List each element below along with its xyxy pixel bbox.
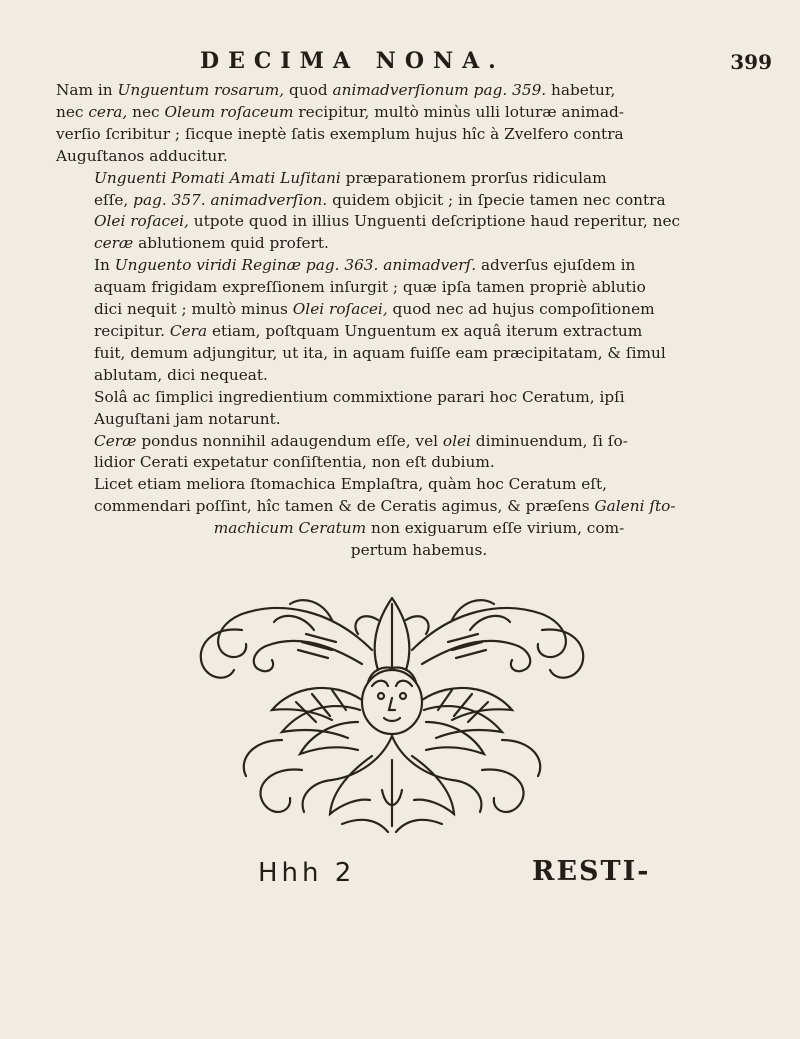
text-run: ablutionem quid profert. [133, 234, 329, 253]
text-run: quod [284, 81, 333, 99]
text-line [56, 102, 782, 124]
italic-text-run: Unguenti Pomati Amati Luſitani [94, 168, 341, 187]
text-run: fuit, demum adjungitur, ut ita, in aquam fuiſſe eam præcipitatam, & ſimul [94, 343, 666, 362]
italic-text-run: Ceræ [94, 431, 137, 450]
italic-text-run: Cera [169, 321, 208, 340]
text-run: eſſe, [94, 190, 134, 209]
paragraph [56, 518, 782, 562]
italic-text-run: ceræ [94, 234, 134, 253]
page-number: 399 [730, 50, 772, 74]
catchword: RESTI- [532, 856, 651, 887]
text-line [56, 518, 782, 540]
italic-text-run: olei [442, 431, 471, 450]
italic-text-run: Oleum roſaceum [164, 102, 294, 121]
paragraph [56, 80, 782, 168]
paragraph [56, 168, 782, 256]
text-line [56, 365, 782, 387]
text-line [56, 168, 782, 190]
text-line [56, 277, 782, 299]
text-line [56, 80, 782, 102]
text-run: nec [127, 102, 165, 121]
running-head: DECIMA NONA. [200, 48, 505, 74]
text-line [56, 211, 782, 233]
page-header [0, 48, 800, 82]
text-run: utpote quod in illius Unguenti deſcriptione haud reperitur, nec [188, 212, 681, 231]
text-run: aquam frigidam expreſſionem inſurgit ; quæ ipſa tamen propriè ablutio [94, 278, 646, 297]
text-run: Auguſtani jam notarunt. [94, 409, 281, 428]
ornament-drawing [182, 590, 602, 840]
text-run: quod nec ad hujus compoſitionem [387, 300, 655, 319]
text-run: Solâ ac ſimplici ingredientium commixtione parari hoc Ceratum, ipſi [94, 387, 625, 406]
italic-text-run: machicum Ceratum [213, 519, 367, 538]
paragraph [56, 431, 782, 475]
text-run: nec [56, 102, 89, 121]
text-run: Nam in [56, 81, 118, 99]
italic-text-run: Galeni ſto- [594, 497, 676, 516]
text-run: dici nequit ; multò minus [94, 300, 293, 319]
text-line [56, 496, 782, 518]
text-run: etiam, poſtquam Unguentum ex aquâ iterum extractum [207, 321, 643, 340]
text-run: diminuendum, ſi ſo- [470, 431, 628, 450]
paragraph [56, 474, 782, 518]
text-line [56, 190, 782, 212]
italic-text-run: pag. 357. animadverſion. [133, 190, 328, 209]
text-run: commendari poſſint, hîc tamen & de Ceratis agimus, & præſens [94, 497, 595, 516]
text-line [56, 474, 782, 496]
text-run: adverſus ejuſdem in [476, 256, 636, 275]
page-footer [0, 858, 800, 898]
text-line [56, 124, 782, 146]
body-text [56, 80, 782, 562]
text-line [56, 321, 782, 343]
text-line [56, 343, 782, 365]
text-run: pertum habemus. [350, 541, 488, 560]
text-run: Licet etiam meliora ſtomachica Emplaſtra, quàm hoc Ceratum eſt, [94, 475, 607, 494]
text-line [56, 540, 782, 562]
text-line [56, 387, 782, 409]
text-line [56, 233, 782, 255]
text-run: recipitur, multò minùs ulli loturæ animad- [293, 102, 624, 121]
italic-text-run: Unguentum rosarum, [117, 81, 285, 99]
paragraph [56, 387, 782, 431]
text-run: quidem objicit ; in ſpecie tamen nec contra [327, 190, 666, 209]
italic-text-run: animadverſionum pag. 359. [332, 81, 547, 99]
italic-text-run: Olei roſacei, [94, 212, 189, 231]
italic-text-run: Unguento viridi Reginæ pag. 363. animadverſ. [114, 256, 477, 275]
signature-mark: Hhh 2 [258, 858, 356, 888]
text-line [56, 452, 782, 474]
text-run: lidior Cerati expetatur conſiſtentia, non eſt dubium. [94, 453, 495, 472]
text-run: habetur, [546, 81, 616, 99]
text-line [56, 146, 782, 168]
text-line [56, 409, 782, 431]
cherub-head-ornament-icon [182, 590, 602, 840]
paragraph [56, 255, 782, 386]
text-run: In [94, 256, 115, 275]
italic-text-run: Olei roſacei, [292, 300, 388, 319]
text-run: Auguſtanos adducitur. [56, 146, 228, 165]
text-run: præparationem prorſus ridiculam [340, 168, 607, 187]
text-run: pondus nonnihil adaugendum eſſe, vel [136, 431, 443, 450]
text-run: verſio ſcribitur ; ſicque ineptè ſatis exemplum hujus hîc à Zvelfero contra [56, 124, 624, 143]
text-run: non exiguarum eſſe virium, com- [366, 519, 625, 538]
text-line [56, 299, 782, 321]
text-run: recipitur. [94, 321, 170, 340]
text-run: ablutam, dici nequeat. [94, 365, 268, 384]
text-line [56, 255, 782, 277]
italic-text-run: cera, [88, 102, 128, 121]
text-line [56, 431, 782, 453]
